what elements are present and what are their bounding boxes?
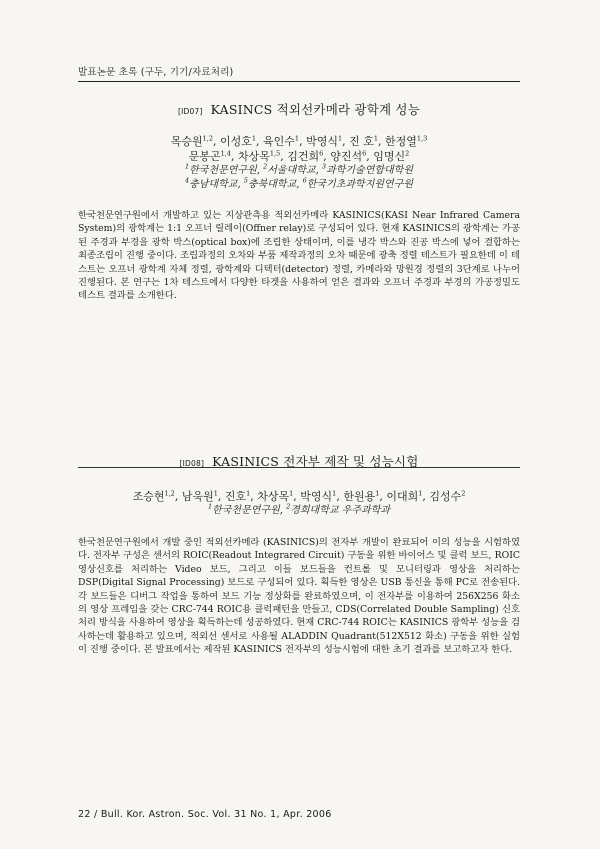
- affiliation-name: 한국천문연구원: [212, 505, 280, 516]
- affiliation-index: 1: [184, 162, 190, 171]
- abstract-id08: [78, 454, 520, 657]
- affiliation-list: $^4$충남대학교, $^5$충북대학교, $^6$한국기초과학지원연구원: [184, 176, 414, 190]
- affiliation-index: 5: [243, 176, 248, 185]
- author-affil-index: 1: [251, 134, 257, 143]
- affiliation-index: 2: [263, 162, 268, 171]
- author-name: 한정열: [384, 135, 417, 148]
- author-affil-index: 1: [294, 134, 300, 143]
- affiliation-name: 서울대학교: [267, 165, 316, 176]
- affiliation-name: 한국천문연구원: [189, 165, 257, 176]
- author-name: 육인수: [263, 135, 295, 148]
- affiliation-index: 3: [321, 162, 327, 171]
- author-name: 박영식: [306, 135, 338, 148]
- author-name: 박영식: [300, 490, 333, 503]
- author-affil-index: 2: [405, 149, 410, 158]
- abstract-body: 한국천문연구원에서 개발하고 있는 지상관측용 적외선카메라 KASINICS(KASI Near Infrared Camera System)의 광학계는 1:1 오프너 릴레이(Offner relay)로 구성되어 있다. 현재 KASINICS의 광학계는 가공된 주경과 부경을 광학 박스(optical box)에 조립한 상태이며, 이를 냉각 박스와 진공 박스에 넣어 결합하는 최종조립이 진행 중이다. 조립과정의 오차와 부품 제작과정의 오차 때문에 광축 정렬 테스트가 필요한데 이 테스트는 오프너 광학계 자체 정렬, 광학계와 디텍터(detector) 정렬, 카메라와 망원경 정렬의 3단계로 나누어 진행된다. 본 연구는 1차 테스트에서 다양한 타겟을 사용하여 얻은 결과와 오프너 주경과 부경의 가공정밀도 테스트 결과를 소개한다.: [78, 210, 520, 302]
- author-name: 차상목: [257, 490, 290, 503]
- header-rule: [78, 81, 520, 82]
- abstract-code: [ID08]: [179, 459, 205, 468]
- abstract-body: 한국천문연구원에서 개발 중인 적외선카메라 (KASINICS)의 전자부 개발이 완료되어 이의 성능을 시험하였다. 전자부 구성은 센서의 ROIC(Readout Integrared Circuit) 구동을 위한 바이어스 및 클럭 보드, ROIC 영상신호를 처리하는 Video 보드, 그리고 이들 보드들을 컨트롤 및 모니터링과 영상을 처리하는 DSP(Digital Signal Processing) 보드로 구성되어 있다. 획득한 영상은 USB 통신을 통해 PC로 전송된다. 각 보드들은 디버그 작업을 통하여 보드 기능 정상화를 완료하였으며, 이 전자부를 이용하여 256X256 화소의 영상 프레임을 갖는 CRC-744 ROIC용 클럭패턴을 만들고, CDS(Correlated Double Sampling) 신호처리 방식을 사용하여 영상을 획득하는데 성공하였다. 현재 CRC-744 ROIC는 KASINICS 광학부 성능을 검사하는데 활용하고 있으며, 적외선 센서로 사용될 ALADDIN Quadrant(512X512 화소) 구동을 위한 실험이 진행 중이다. 본 발표에서는 제작된 KASINICS 전자부의 성능시험에 대한 초기 결과를 보고하고자 한다.: [78, 537, 520, 656]
- author-name: 김성수: [429, 490, 462, 503]
- affiliation-name: 충북대학교: [247, 179, 297, 190]
- affiliation-index: 6: [302, 176, 307, 185]
- author-affil-index: 1,5: [269, 149, 281, 158]
- affiliation-list: $^1$한국천문연구원, $^2$서울대학교, $^3$과학기술연합대학원: [184, 162, 414, 176]
- abstract-title-text: KASINICS 전자부 제작 및 성능시험: [212, 454, 419, 469]
- author-name: 이성호: [220, 135, 252, 148]
- author-affil-index: 1,2: [164, 489, 175, 498]
- author-affil-index: 1: [373, 134, 378, 143]
- author-name: 차상목: [237, 150, 270, 163]
- page-footer: 22 / Bull. Kor. Astron. Soc. Vol. 31 No. 1, Apr. 2006: [78, 809, 332, 820]
- author-list: 목승원$^{1,2}$, 이성호$^1$, 육인수$^1$, 박영식$^1$, 진 호$^1$, 한정열$^{1,3}$: [170, 134, 428, 148]
- author-name: 임명신: [373, 150, 406, 163]
- author-affil-index: 1: [289, 489, 294, 498]
- affiliation-name: 과학기술연합대학원: [326, 165, 414, 176]
- author-name: 조승현: [132, 490, 165, 503]
- author-name: 목승원: [170, 135, 203, 148]
- affiliation-list: $^1$한국천문연구원, $^2$경희대학교 우주과학과: [207, 502, 391, 516]
- abstract-code: [ID07]: [178, 107, 203, 116]
- author-affil-index: 1,4: [220, 149, 231, 158]
- affiliation-name: 충남대학교: [189, 179, 238, 190]
- author-affil-index: 6: [362, 149, 367, 158]
- author-affil-index: 6: [319, 149, 324, 158]
- author-affil-index: 1,2: [202, 134, 213, 143]
- author-affil-index: 1: [375, 489, 380, 498]
- author-name: 남욱원: [181, 490, 214, 503]
- author-affil-index: 2: [461, 489, 466, 498]
- author-name: 김건희: [287, 150, 320, 163]
- section-header: 발표논문 초록 (구두, 기기/자료처리): [78, 67, 234, 78]
- author-list: 조승현$^{1,2}$, 남욱원$^1$, 진호$^1$, 차상목$^1$, 박영식$^1$, 한원용$^1$, 이대희$^1$, 김성수$^2$: [132, 489, 466, 503]
- author-affil-index: 1,3: [416, 134, 428, 143]
- author-name: 진 호: [349, 135, 374, 148]
- affiliation-index: 4: [184, 176, 190, 185]
- affiliation-name: 한국기초과학지원연구원: [306, 179, 414, 190]
- author-affil-index: 1: [337, 134, 343, 143]
- author-affil-index: 1: [213, 489, 218, 498]
- author-affil-index: 1: [332, 489, 337, 498]
- author-name: 문봉곤: [188, 150, 221, 163]
- abstract-title: [78, 454, 520, 472]
- author-name: 이대희: [386, 490, 419, 503]
- abstract-id07: [78, 102, 520, 303]
- author-affil-index: 1: [418, 489, 423, 498]
- author-list: 문봉곤$^{1,4}$, 차상목$^{1,5}$, 김건희$^6$, 양진석$^6$, 임명신$^2$: [188, 149, 410, 163]
- affiliation-name: 경희대학교 우주과학과: [290, 505, 391, 516]
- abstract-title-text: KASINCS 적외선카메라 광학계 성능: [210, 102, 420, 117]
- author-name: 양진석: [330, 150, 363, 163]
- author-name: 진호: [224, 490, 247, 503]
- abstract-title: [78, 102, 520, 120]
- author-name: 한원용: [343, 490, 376, 503]
- affiliation-index: 2: [286, 502, 291, 511]
- author-affil-index: 1: [246, 489, 251, 498]
- affiliation-index: 1: [207, 502, 213, 511]
